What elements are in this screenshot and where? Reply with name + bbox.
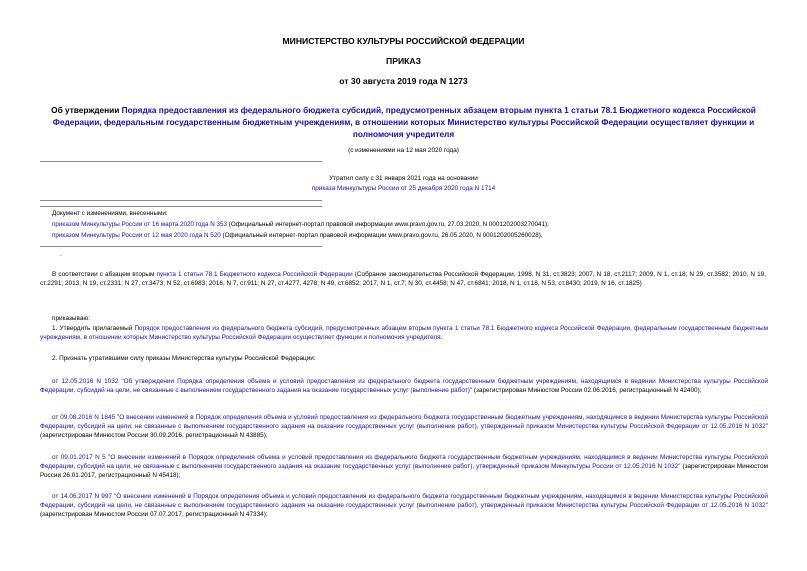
status-link[interactable]: приказа Минкультуры России от 25 декабря 2020 года N 1714: [311, 185, 496, 192]
repealed-link[interactable]: от 09.08.2016 N 1845 "О внесении изменений в Порядок определения объема и условий предоставления из федерального бюджета государственным бюджетным учреждениям, находящимся в ведении Министерства культуры Российской Федерации, субсидий на цели, не связанные с выполнением государственного задания на оказание государственных услуг (выполнение работ), утвержденный приказом Министерства культуры Российской Федерации от 12.05.2016 N 1032": [40, 414, 768, 430]
repealed-text: (зарегистрирован Минюстом России 07.07.2017, регистрационный N 47334);: [40, 511, 268, 518]
change-link[interactable]: приказом Минкультуры России от 12 мая 2020 года N 520: [52, 232, 221, 239]
repealed-link[interactable]: от 14.06.2017 N 997 "О внесении изменений в Порядок определения объема и условий предоставления из федерального бюджета государственным бюджетным учреждениям, находящимся в ведении Министерства культуры Российской Федерации, субсидий на цели, не связанные с выполнением государственного задания на оказание государственных услуг (выполнение работ), утвержденный приказом Министерства культуры Российской Федерации от 12.05.2016 N 1032": [40, 493, 768, 509]
p1-link[interactable]: пункта 1 статьи 78.1 Бюджетного кодекса Российской Федерации: [156, 271, 353, 278]
paragraph-basis: [40, 270, 766, 288]
changes-intro: Документ с изменениями, внесенными:: [52, 210, 168, 217]
divider: [40, 206, 322, 207]
change-link[interactable]: приказом Минкультуры России от 16 марта 2020 года N 353: [52, 221, 228, 228]
changes-block: [52, 208, 772, 241]
repealed-item: [40, 492, 768, 519]
amendment-note: (с изменениями на 12 мая 2020 года): [348, 147, 459, 154]
repealed-link[interactable]: от 12.05.2016 N 1032 "Об утверждении Порядка определения объема и условий предоставления из федерального бюджета государственным бюджетным учреждениям, находящимся в ведении Министерства культуры Российской Федерации, субсидий на цели, не связанные с выполнением государственного задания на оказание государственных услуг (выполнение работ)": [40, 378, 768, 394]
dot-mark: .: [60, 251, 62, 258]
repealed-text: (зарегистрирован Минюстом России 02.06.2016, регистрационный N 42400);: [472, 387, 702, 394]
status-text: Утратил силу с 31 января 2021 года на основании: [329, 175, 478, 182]
document-title: [50, 104, 757, 140]
repealed-link[interactable]: от 09.01.2017 N 5 "О внесении изменений в Порядок определения объема и условий предоставления из федерального бюджета государственным бюджетным учреждениям, находящимся в ведении Министерства культуры Российской Федерации, субсидий на цели, не связанные с выполнением государственного задания на оказание государственных услуг (выполнение работ), утвержденный приказом Минкультуры России от 12.05.2016 N 1032": [40, 454, 768, 470]
p1-text: (Собрание законодательства Российской Федерации, 1998, N 31, ст.3823; 2007, N 18, ст.2117; 2009, N 1, ст.18; N 29, ст.3582; 2010, N 19, ст.2291; 2013, N 19, ст.2331; N 27, ст.3473; N 52, ст.6983; 2016, N 7, ст.911; N 27, ст.4277, 4278; N 49, ст.6852; 2017, N 1, ст.7; N 30, ст.4458; N 47, ст.6841; 2018, N 1, ст.18, N 53, ст.8430; 2019, N 16, ст.1825): [40, 271, 766, 287]
change-item: [52, 230, 772, 241]
p2-link[interactable]: Порядок предоставления из федерального бюджета субсидий, предусмотренных абзацем вторым пункта 1 статьи 78.1 Бюджетного кодекса Российской Федерации, федеральным государственным бюджетным учреждениям, в отношении которых Министерство культуры Российской Федерации осуществляет функции и полномочия учредителя: [40, 325, 768, 341]
repealed-text: (зарегистрирован Минюстом России 30.09.2016, регистрационный N 43885);: [40, 432, 268, 439]
title-link[interactable]: Порядка предоставления из федерального бюджета субсидий, предусмотренных абзацем вторым пункта 1 статьи 78.1 Бюджетного кодекса Российской Федерации, федеральным государственным бюджетным учреждениям, в отношении которых Министерство культуры Российской Федерации осуществляет функции и полномочия учредителя: [52, 105, 756, 139]
doc-type-heading: ПРИКАЗ: [386, 56, 421, 66]
repealed-item: [40, 377, 768, 395]
p1-prefix: В соответствии с абзацем вторым: [52, 271, 157, 278]
paragraph-approve: [40, 324, 768, 342]
repealed-item: [40, 413, 768, 440]
paragraph-repeal: 2. Признать утратившими силу приказы Министерства культуры Российской Федерации:: [52, 355, 316, 362]
p2-prefix: 1. Утвердить прилагаемый: [52, 325, 135, 332]
repealed-text: (зарегистрирован Минюстом России 26.01.2017, регистрационный N 45418);: [40, 463, 768, 479]
ministry-heading: МИНИСТЕРСТВО КУЛЬТУРЫ РОССИЙСКОЙ ФЕДЕРАЦИИ: [282, 36, 525, 46]
doc-date-number: от 30 августа 2019 года N 1273: [339, 76, 468, 86]
order-word: приказываю:: [52, 315, 90, 322]
divider: [40, 200, 322, 201]
change-item: [52, 219, 772, 230]
change-text: (Официальный интернет-портал правовой информации www.pravo.gov.ru, 27.03.2020, N 0001202003270041);: [227, 221, 549, 228]
divider: [40, 246, 322, 247]
p2-suffix: .: [440, 334, 443, 341]
title-prefix: Об утверждении: [51, 105, 122, 115]
change-text: (Официальный интернет-портал правовой информации www.pravo.gov.ru, 26.05.2020, N 0001202005260028).: [220, 232, 543, 239]
repealed-item: [40, 453, 768, 480]
divider: [40, 161, 322, 162]
